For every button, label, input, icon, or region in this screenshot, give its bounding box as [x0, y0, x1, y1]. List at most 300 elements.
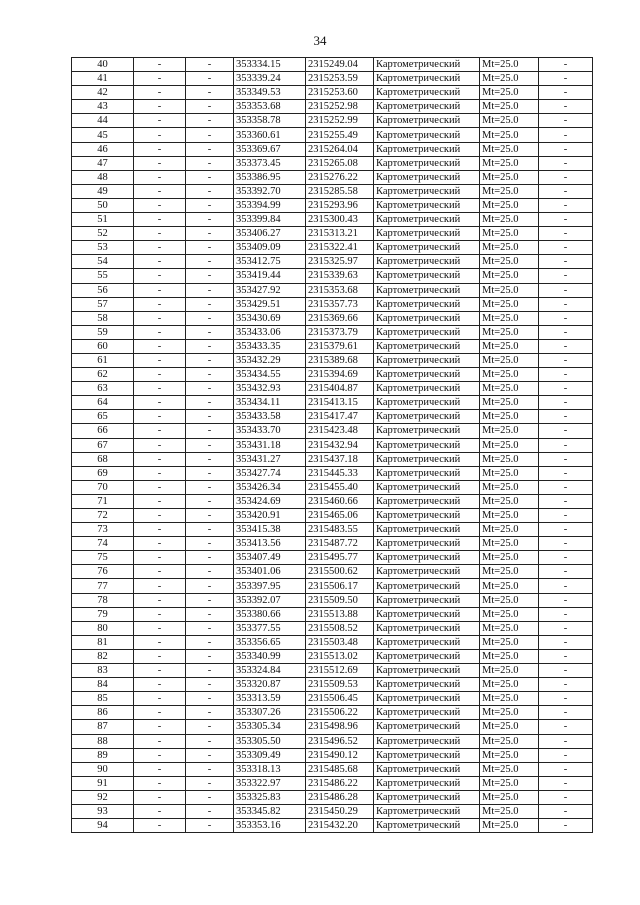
note-cell: -	[539, 480, 593, 494]
old-x-cell: -	[134, 396, 186, 410]
accuracy-cell: Mt=25.0	[480, 72, 539, 86]
point-number-cell: 93	[72, 804, 134, 818]
y-coordinate-cell: 2315450.29	[306, 804, 374, 818]
y-coordinate-cell: 2315512.69	[306, 664, 374, 678]
table-row	[72, 255, 593, 269]
y-coordinate-cell: 2315325.97	[306, 255, 374, 269]
method-cell: Картометрический	[374, 804, 480, 818]
accuracy-cell: Mt=25.0	[480, 325, 539, 339]
note-cell: -	[539, 635, 593, 649]
y-coordinate-cell: 2315498.96	[306, 720, 374, 734]
old-y-cell: -	[186, 227, 234, 241]
old-x-cell: -	[134, 198, 186, 212]
point-number-cell: 50	[72, 198, 134, 212]
table-row	[72, 58, 593, 72]
table-row	[72, 466, 593, 480]
method-cell: Картометрический	[374, 635, 480, 649]
method-cell: Картометрический	[374, 353, 480, 367]
table-row	[72, 776, 593, 790]
note-cell: -	[539, 607, 593, 621]
accuracy-cell: Mt=25.0	[480, 213, 539, 227]
note-cell: -	[539, 255, 593, 269]
table-row	[72, 297, 593, 311]
note-cell: -	[539, 720, 593, 734]
y-coordinate-cell: 2315265.08	[306, 156, 374, 170]
table-row	[72, 170, 593, 184]
x-coordinate-cell: 353420.91	[234, 509, 306, 523]
old-y-cell: -	[186, 325, 234, 339]
table-row	[72, 804, 593, 818]
point-number-cell: 92	[72, 790, 134, 804]
x-coordinate-cell: 353305.34	[234, 720, 306, 734]
old-y-cell: -	[186, 579, 234, 593]
x-coordinate-cell: 353369.67	[234, 142, 306, 156]
point-number-cell: 40	[72, 58, 134, 72]
old-y-cell: -	[186, 804, 234, 818]
x-coordinate-cell: 353322.97	[234, 776, 306, 790]
method-cell: Картометрический	[374, 396, 480, 410]
point-number-cell: 53	[72, 241, 134, 255]
note-cell: -	[539, 325, 593, 339]
note-cell: -	[539, 58, 593, 72]
accuracy-cell: Mt=25.0	[480, 551, 539, 565]
x-coordinate-cell: 353433.58	[234, 410, 306, 424]
x-coordinate-cell: 353305.50	[234, 734, 306, 748]
method-cell: Картометрический	[374, 480, 480, 494]
old-x-cell: -	[134, 664, 186, 678]
y-coordinate-cell: 2315255.49	[306, 128, 374, 142]
table-row	[72, 480, 593, 494]
note-cell: -	[539, 142, 593, 156]
old-y-cell: -	[186, 241, 234, 255]
table-row	[72, 339, 593, 353]
table-row	[72, 579, 593, 593]
old-x-cell: -	[134, 438, 186, 452]
table-row	[72, 790, 593, 804]
old-x-cell: -	[134, 339, 186, 353]
method-cell: Картометрический	[374, 509, 480, 523]
accuracy-cell: Mt=25.0	[480, 100, 539, 114]
accuracy-cell: Mt=25.0	[480, 396, 539, 410]
point-number-cell: 73	[72, 523, 134, 537]
x-coordinate-cell: 353358.78	[234, 114, 306, 128]
method-cell: Картометрический	[374, 579, 480, 593]
note-cell: -	[539, 804, 593, 818]
table-row	[72, 438, 593, 452]
method-cell: Картометрический	[374, 790, 480, 804]
old-y-cell: -	[186, 368, 234, 382]
old-y-cell: -	[186, 607, 234, 621]
method-cell: Картометрический	[374, 664, 480, 678]
y-coordinate-cell: 2315460.66	[306, 494, 374, 508]
table-row	[72, 537, 593, 551]
method-cell: Картометрический	[374, 565, 480, 579]
old-x-cell: -	[134, 128, 186, 142]
y-coordinate-cell: 2315276.22	[306, 170, 374, 184]
note-cell: -	[539, 396, 593, 410]
old-x-cell: -	[134, 156, 186, 170]
note-cell: -	[539, 438, 593, 452]
x-coordinate-cell: 353339.24	[234, 72, 306, 86]
point-number-cell: 69	[72, 466, 134, 480]
accuracy-cell: Mt=25.0	[480, 142, 539, 156]
table-row	[72, 86, 593, 100]
x-coordinate-cell: 353432.29	[234, 353, 306, 367]
old-y-cell: -	[186, 156, 234, 170]
old-x-cell: -	[134, 410, 186, 424]
table-row	[72, 114, 593, 128]
note-cell: -	[539, 311, 593, 325]
y-coordinate-cell: 2315486.28	[306, 790, 374, 804]
y-coordinate-cell: 2315253.59	[306, 72, 374, 86]
method-cell: Картометрический	[374, 720, 480, 734]
x-coordinate-cell: 353345.82	[234, 804, 306, 818]
accuracy-cell: Mt=25.0	[480, 170, 539, 184]
old-x-cell: -	[134, 213, 186, 227]
point-number-cell: 51	[72, 213, 134, 227]
accuracy-cell: Mt=25.0	[480, 565, 539, 579]
point-number-cell: 59	[72, 325, 134, 339]
old-y-cell: -	[186, 664, 234, 678]
x-coordinate-cell: 353433.35	[234, 339, 306, 353]
point-number-cell: 82	[72, 649, 134, 663]
accuracy-cell: Mt=25.0	[480, 509, 539, 523]
old-x-cell: -	[134, 720, 186, 734]
point-number-cell: 47	[72, 156, 134, 170]
old-y-cell: -	[186, 424, 234, 438]
method-cell: Картометрический	[374, 494, 480, 508]
old-y-cell: -	[186, 382, 234, 396]
old-x-cell: -	[134, 283, 186, 297]
old-x-cell: -	[134, 241, 186, 255]
table-row	[72, 649, 593, 663]
method-cell: Картометрический	[374, 72, 480, 86]
old-y-cell: -	[186, 480, 234, 494]
method-cell: Картометрический	[374, 593, 480, 607]
table-row	[72, 509, 593, 523]
point-number-cell: 87	[72, 720, 134, 734]
note-cell: -	[539, 213, 593, 227]
point-number-cell: 88	[72, 734, 134, 748]
y-coordinate-cell: 2315432.94	[306, 438, 374, 452]
point-number-cell: 85	[72, 692, 134, 706]
y-coordinate-cell: 2315339.63	[306, 269, 374, 283]
point-number-cell: 65	[72, 410, 134, 424]
x-coordinate-cell: 353309.49	[234, 748, 306, 762]
old-y-cell: -	[186, 551, 234, 565]
y-coordinate-cell: 2315404.87	[306, 382, 374, 396]
y-coordinate-cell: 2315423.48	[306, 424, 374, 438]
accuracy-cell: Mt=25.0	[480, 311, 539, 325]
note-cell: -	[539, 466, 593, 480]
x-coordinate-cell: 353324.84	[234, 664, 306, 678]
table-row	[72, 198, 593, 212]
method-cell: Картометрический	[374, 227, 480, 241]
old-y-cell: -	[186, 819, 234, 833]
method-cell: Картометрический	[374, 382, 480, 396]
y-coordinate-cell: 2315379.61	[306, 339, 374, 353]
old-y-cell: -	[186, 649, 234, 663]
method-cell: Картометрический	[374, 198, 480, 212]
note-cell: -	[539, 114, 593, 128]
old-x-cell: -	[134, 621, 186, 635]
accuracy-cell: Mt=25.0	[480, 114, 539, 128]
accuracy-cell: Mt=25.0	[480, 635, 539, 649]
note-cell: -	[539, 184, 593, 198]
table-row	[72, 283, 593, 297]
note-cell: -	[539, 494, 593, 508]
old-x-cell: -	[134, 537, 186, 551]
accuracy-cell: Mt=25.0	[480, 664, 539, 678]
y-coordinate-cell: 2315483.55	[306, 523, 374, 537]
old-y-cell: -	[186, 86, 234, 100]
note-cell: -	[539, 269, 593, 283]
old-y-cell: -	[186, 748, 234, 762]
accuracy-cell: Mt=25.0	[480, 452, 539, 466]
table-row	[72, 523, 593, 537]
table-row	[72, 241, 593, 255]
table-row	[72, 269, 593, 283]
old-y-cell: -	[186, 706, 234, 720]
x-coordinate-cell: 353409.09	[234, 241, 306, 255]
x-coordinate-cell: 353320.87	[234, 678, 306, 692]
table-row	[72, 325, 593, 339]
old-x-cell: -	[134, 255, 186, 269]
note-cell: -	[539, 790, 593, 804]
old-x-cell: -	[134, 509, 186, 523]
table-row	[72, 734, 593, 748]
note-cell: -	[539, 579, 593, 593]
x-coordinate-cell: 353431.18	[234, 438, 306, 452]
y-coordinate-cell: 2315249.04	[306, 58, 374, 72]
note-cell: -	[539, 523, 593, 537]
y-coordinate-cell: 2315487.72	[306, 537, 374, 551]
old-x-cell: -	[134, 748, 186, 762]
y-coordinate-cell: 2315513.88	[306, 607, 374, 621]
old-y-cell: -	[186, 269, 234, 283]
accuracy-cell: Mt=25.0	[480, 523, 539, 537]
accuracy-cell: Mt=25.0	[480, 184, 539, 198]
method-cell: Картометрический	[374, 678, 480, 692]
old-y-cell: -	[186, 396, 234, 410]
accuracy-cell: Mt=25.0	[480, 283, 539, 297]
method-cell: Картометрический	[374, 368, 480, 382]
old-y-cell: -	[186, 762, 234, 776]
old-y-cell: -	[186, 776, 234, 790]
point-number-cell: 62	[72, 368, 134, 382]
note-cell: -	[539, 368, 593, 382]
point-number-cell: 76	[72, 565, 134, 579]
method-cell: Картометрический	[374, 255, 480, 269]
old-x-cell: -	[134, 142, 186, 156]
x-coordinate-cell: 353394.99	[234, 198, 306, 212]
method-cell: Картометрический	[374, 734, 480, 748]
note-cell: -	[539, 170, 593, 184]
x-coordinate-cell: 353373.45	[234, 156, 306, 170]
point-number-cell: 94	[72, 819, 134, 833]
accuracy-cell: Mt=25.0	[480, 593, 539, 607]
table-row	[72, 720, 593, 734]
method-cell: Картометрический	[374, 241, 480, 255]
old-y-cell: -	[186, 283, 234, 297]
point-number-cell: 44	[72, 114, 134, 128]
y-coordinate-cell: 2315293.96	[306, 198, 374, 212]
old-y-cell: -	[186, 170, 234, 184]
table-row	[72, 452, 593, 466]
note-cell: -	[539, 678, 593, 692]
accuracy-cell: Mt=25.0	[480, 804, 539, 818]
old-y-cell: -	[186, 353, 234, 367]
note-cell: -	[539, 593, 593, 607]
old-y-cell: -	[186, 142, 234, 156]
method-cell: Картометрический	[374, 762, 480, 776]
table-row	[72, 184, 593, 198]
method-cell: Картометрический	[374, 776, 480, 790]
method-cell: Картометрический	[374, 170, 480, 184]
y-coordinate-cell: 2315465.06	[306, 509, 374, 523]
accuracy-cell: Mt=25.0	[480, 480, 539, 494]
old-x-cell: -	[134, 819, 186, 833]
note-cell: -	[539, 509, 593, 523]
method-cell: Картометрический	[374, 339, 480, 353]
note-cell: -	[539, 382, 593, 396]
point-number-cell: 72	[72, 509, 134, 523]
x-coordinate-cell: 353397.95	[234, 579, 306, 593]
y-coordinate-cell: 2315496.52	[306, 734, 374, 748]
accuracy-cell: Mt=25.0	[480, 649, 539, 663]
table-row	[72, 819, 593, 833]
y-coordinate-cell: 2315389.68	[306, 353, 374, 367]
accuracy-cell: Mt=25.0	[480, 494, 539, 508]
note-cell: -	[539, 424, 593, 438]
note-cell: -	[539, 706, 593, 720]
old-x-cell: -	[134, 635, 186, 649]
x-coordinate-cell: 353424.69	[234, 494, 306, 508]
accuracy-cell: Mt=25.0	[480, 227, 539, 241]
method-cell: Картометрический	[374, 142, 480, 156]
method-cell: Картометрический	[374, 297, 480, 311]
y-coordinate-cell: 2315506.22	[306, 706, 374, 720]
table-row	[72, 424, 593, 438]
point-number-cell: 46	[72, 142, 134, 156]
table-row	[72, 382, 593, 396]
point-number-cell: 68	[72, 452, 134, 466]
table-row	[72, 156, 593, 170]
note-cell: -	[539, 649, 593, 663]
method-cell: Картометрический	[374, 706, 480, 720]
y-coordinate-cell: 2315285.58	[306, 184, 374, 198]
table-row	[72, 678, 593, 692]
old-x-cell: -	[134, 692, 186, 706]
method-cell: Картометрический	[374, 283, 480, 297]
point-number-cell: 79	[72, 607, 134, 621]
point-number-cell: 84	[72, 678, 134, 692]
y-coordinate-cell: 2315413.15	[306, 396, 374, 410]
table-row	[72, 311, 593, 325]
old-y-cell: -	[186, 184, 234, 198]
old-y-cell: -	[186, 734, 234, 748]
old-y-cell: -	[186, 58, 234, 72]
point-number-cell: 57	[72, 297, 134, 311]
x-coordinate-cell: 353356.65	[234, 635, 306, 649]
note-cell: -	[539, 537, 593, 551]
old-y-cell: -	[186, 213, 234, 227]
x-coordinate-cell: 353431.27	[234, 452, 306, 466]
method-cell: Картометрический	[374, 607, 480, 621]
old-x-cell: -	[134, 86, 186, 100]
accuracy-cell: Mt=25.0	[480, 255, 539, 269]
method-cell: Картометрический	[374, 58, 480, 72]
accuracy-cell: Mt=25.0	[480, 720, 539, 734]
accuracy-cell: Mt=25.0	[480, 706, 539, 720]
y-coordinate-cell: 2315513.02	[306, 649, 374, 663]
y-coordinate-cell: 2315252.99	[306, 114, 374, 128]
point-number-cell: 58	[72, 311, 134, 325]
y-coordinate-cell: 2315394.69	[306, 368, 374, 382]
method-cell: Картометрический	[374, 551, 480, 565]
method-cell: Картометрический	[374, 692, 480, 706]
point-number-cell: 75	[72, 551, 134, 565]
method-cell: Картометрический	[374, 269, 480, 283]
table-row	[72, 706, 593, 720]
note-cell: -	[539, 819, 593, 833]
old-x-cell: -	[134, 480, 186, 494]
old-y-cell: -	[186, 339, 234, 353]
x-coordinate-cell: 353407.49	[234, 551, 306, 565]
old-x-cell: -	[134, 579, 186, 593]
accuracy-cell: Mt=25.0	[480, 86, 539, 100]
table-row	[72, 72, 593, 86]
x-coordinate-cell: 353334.15	[234, 58, 306, 72]
x-coordinate-cell: 353399.84	[234, 213, 306, 227]
note-cell: -	[539, 692, 593, 706]
old-y-cell: -	[186, 438, 234, 452]
old-x-cell: -	[134, 58, 186, 72]
point-number-cell: 56	[72, 283, 134, 297]
y-coordinate-cell: 2315432.20	[306, 819, 374, 833]
accuracy-cell: Mt=25.0	[480, 537, 539, 551]
method-cell: Картометрический	[374, 466, 480, 480]
point-number-cell: 81	[72, 635, 134, 649]
old-x-cell: -	[134, 762, 186, 776]
old-y-cell: -	[186, 452, 234, 466]
x-coordinate-cell: 353318.13	[234, 762, 306, 776]
note-cell: -	[539, 353, 593, 367]
x-coordinate-cell: 353429.51	[234, 297, 306, 311]
method-cell: Картометрический	[374, 424, 480, 438]
old-x-cell: -	[134, 607, 186, 621]
note-cell: -	[539, 565, 593, 579]
note-cell: -	[539, 198, 593, 212]
y-coordinate-cell: 2315509.50	[306, 593, 374, 607]
accuracy-cell: Mt=25.0	[480, 621, 539, 635]
y-coordinate-cell: 2315503.48	[306, 635, 374, 649]
old-x-cell: -	[134, 311, 186, 325]
old-y-cell: -	[186, 635, 234, 649]
method-cell: Картометрический	[374, 114, 480, 128]
old-x-cell: -	[134, 325, 186, 339]
old-y-cell: -	[186, 466, 234, 480]
old-x-cell: -	[134, 494, 186, 508]
table-row	[72, 607, 593, 621]
method-cell: Картометрический	[374, 748, 480, 762]
old-x-cell: -	[134, 353, 186, 367]
x-coordinate-cell: 353419.44	[234, 269, 306, 283]
y-coordinate-cell: 2315506.17	[306, 579, 374, 593]
old-x-cell: -	[134, 72, 186, 86]
old-x-cell: -	[134, 734, 186, 748]
note-cell: -	[539, 241, 593, 255]
